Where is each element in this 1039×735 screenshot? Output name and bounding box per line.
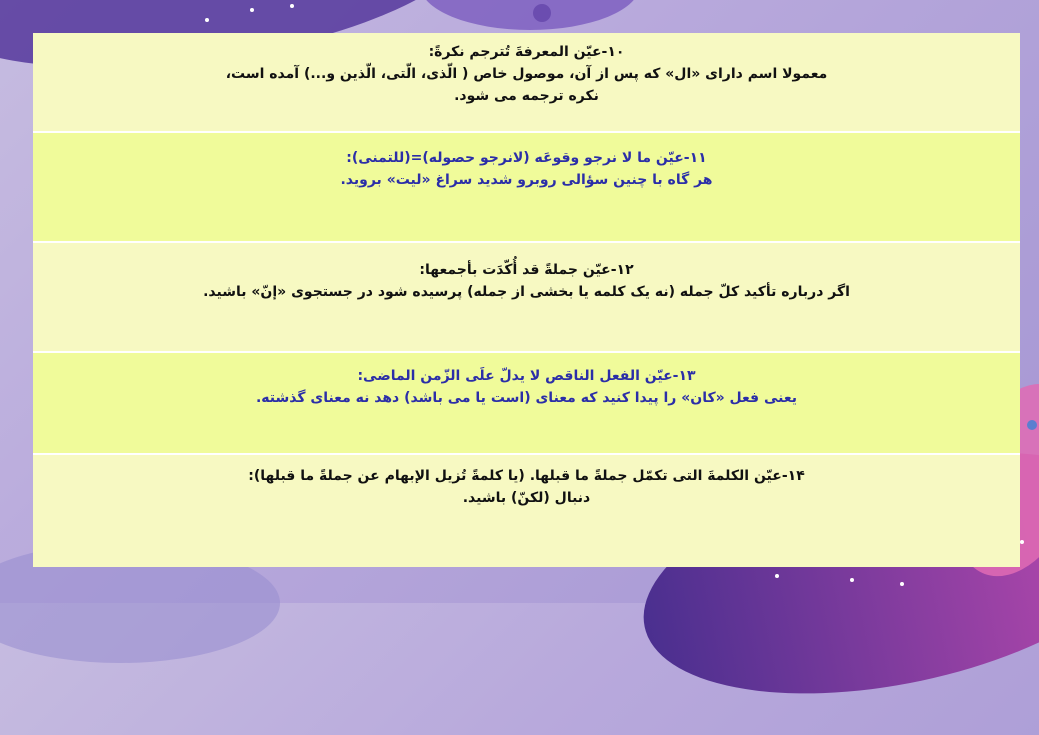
decor-dot — [850, 578, 854, 582]
decor-dot — [205, 18, 209, 22]
decor-dot — [1020, 540, 1024, 544]
rule-heading: ۱۳-عیّن الفعل الناقص لا یدلّ علَی الزّمن الماضی: — [357, 368, 696, 384]
rules-card — [33, 33, 1020, 567]
rule-heading: ۱۰-عیّن المعرفةَ تُترجم نکرةً: — [428, 44, 625, 60]
decor-blob — [420, 0, 640, 30]
rule-row-11 — [33, 133, 1020, 241]
rule-row-13 — [33, 353, 1020, 453]
rule-heading: ۱۴-عیّن الکلمةَ التی تکمّل جملةً ما قبلها. (یا کلمةً تُزیل الإبهام عن جملةً ما قبلها): — [248, 468, 805, 484]
rule-text: اگر درباره تأکید کلّ جمله (نه یک کلمه یا بخشی از جمله) پرسیده شود در جستجوی «إنّ» باشید. — [203, 284, 850, 300]
rule-heading: ۱۲-عیّن جملةً قد أُکّدَت بأجمعها: — [419, 262, 634, 278]
rule-text: هر گاه با چنین سؤالی روبرو شدید سراغ «لیت» بروید. — [340, 172, 713, 188]
rule-row-12 — [33, 243, 1020, 351]
rule-text: یعنی فعل «کان» را پیدا کنید که معنای (است یا می باشد) دهد نه معنای گذشته. — [255, 390, 798, 406]
rule-text: دنبال (لکنّ) باشید. — [462, 490, 591, 506]
decor-circle — [1027, 420, 1037, 430]
decor-dot — [250, 8, 254, 12]
decor-circle — [533, 4, 551, 22]
rule-heading: ۱۱-عیّن ما لا نرجو وقوعَه (لانرجو حصوله)=(للتمنی): — [346, 150, 707, 166]
decor-dot — [775, 574, 779, 578]
rule-row-14 — [33, 455, 1020, 567]
rule-text: نکره ترجمه می شود. — [454, 88, 599, 104]
rule-row-10 — [33, 33, 1020, 131]
rule-text: معمولا اسم دارای «ال» که پس از آن، موصول خاص ( الّذی، الّتی، الّذین و...) آمده است، — [225, 66, 828, 82]
decor-dot — [900, 582, 904, 586]
decor-dot — [290, 4, 294, 8]
